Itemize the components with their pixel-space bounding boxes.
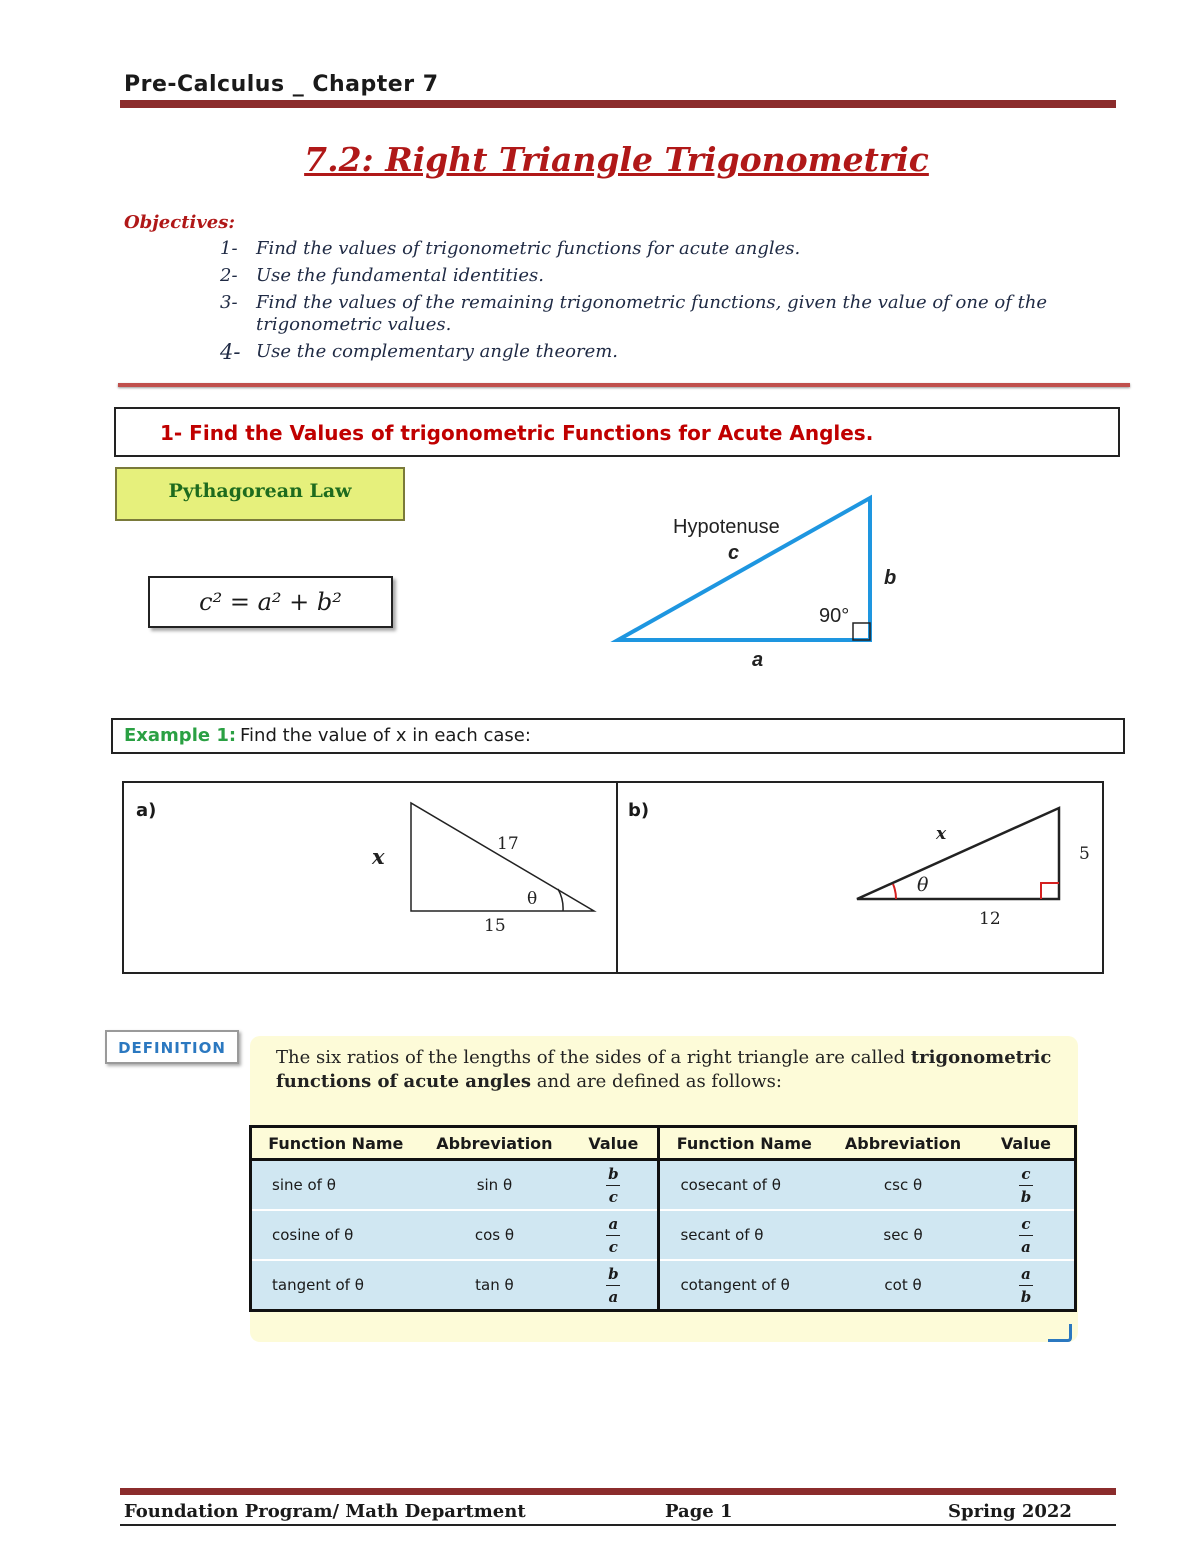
objectives-list — [220, 238, 1120, 368]
objectives-heading: Objectives: — [124, 212, 236, 233]
denominator: a — [608, 1287, 619, 1306]
case-b-label: b) — [628, 800, 650, 821]
numerator: a — [608, 1214, 619, 1233]
function-name: cotangent of θ — [659, 1260, 828, 1311]
function-name: cosecant of θ — [659, 1160, 828, 1211]
function-value — [978, 1160, 1076, 1211]
triangle-a-base: 15 — [484, 916, 506, 936]
triangle-b-angle: θ — [917, 874, 929, 896]
pythagorean-formula: c² = a² + b² — [199, 588, 342, 616]
table-row — [251, 1260, 1076, 1311]
objective-item — [220, 292, 1120, 336]
corner-bracket-icon — [1048, 1324, 1072, 1342]
objective-text: Find the values of trigonometric functions for acute angles. — [256, 238, 801, 259]
right-triangle-diagram — [600, 485, 920, 675]
function-abbr: sec θ — [828, 1210, 978, 1260]
denominator: b — [1020, 1287, 1032, 1306]
example-text: Find the value of x in each case: — [240, 725, 531, 746]
triangle-a-angle: θ — [527, 889, 538, 909]
function-name: secant of θ — [659, 1210, 828, 1260]
numerator: c — [1021, 1214, 1031, 1233]
footer-term: Spring 2022 — [948, 1501, 1072, 1522]
function-name: sine of θ — [251, 1160, 420, 1211]
numerator: b — [608, 1264, 619, 1283]
footer-underline — [120, 1524, 1116, 1526]
column-header: Function Name — [251, 1127, 420, 1160]
function-value — [978, 1260, 1076, 1311]
table-row — [251, 1210, 1076, 1260]
function-name: cosine of θ — [251, 1210, 420, 1260]
angle-90-label: 90° — [819, 605, 850, 627]
objective-number: 1- — [220, 238, 238, 259]
objective-item — [220, 265, 1120, 287]
column-header: Value — [978, 1127, 1076, 1160]
table-header-row — [251, 1127, 1076, 1160]
numerator: b — [608, 1164, 619, 1183]
objective-number: 2- — [220, 265, 238, 286]
course-header: Pre-Calculus _ Chapter 7 — [124, 72, 439, 97]
function-value — [569, 1260, 659, 1311]
right-angle-marker — [853, 623, 870, 640]
triangle-b — [845, 800, 1100, 940]
example-label: Example 1: — [124, 725, 237, 746]
header-rule — [120, 100, 1116, 108]
function-abbr: cot θ — [828, 1260, 978, 1311]
triangle-a — [360, 795, 610, 945]
footer-page-number: Page 1 — [665, 1501, 733, 1522]
footer-department: Foundation Program/ Math Department — [124, 1501, 526, 1522]
pythagorean-label: Pythagorean Law — [168, 480, 352, 502]
function-abbr: cos θ — [420, 1210, 570, 1260]
objective-number: 4- — [220, 340, 241, 364]
objective-item — [220, 238, 1120, 260]
column-header: Function Name — [659, 1127, 828, 1160]
denominator: c — [608, 1187, 618, 1206]
function-abbr: sin θ — [420, 1160, 570, 1211]
angle-arc — [893, 884, 896, 899]
denominator: c — [608, 1237, 618, 1256]
definition-term: trigonometric functions of acute angles — [276, 1047, 1052, 1092]
hypotenuse-label: Hypotenuse — [673, 516, 780, 538]
definition-paragraph — [276, 1046, 1066, 1094]
definition-text: The six ratios of the lengths of the sides of a right triangle are called — [276, 1047, 911, 1068]
hypotenuse-var: c — [728, 542, 740, 564]
numerator: c — [1021, 1164, 1031, 1183]
denominator: a — [1021, 1237, 1031, 1256]
footer-rule — [120, 1488, 1116, 1495]
objective-item — [220, 341, 1120, 363]
example-grid-divider — [616, 781, 618, 974]
definition-tag: DEFINITION — [118, 1039, 226, 1057]
column-header: Value — [569, 1127, 659, 1160]
function-value — [569, 1210, 659, 1260]
triangle-a-shape — [411, 803, 594, 911]
triangle-a-hyp: 17 — [497, 834, 519, 854]
column-header: Abbreviation — [828, 1127, 978, 1160]
table-row — [251, 1160, 1076, 1211]
triangle-b-shape — [857, 808, 1059, 899]
section-title: 1- Find the Values of trigonometric Functions for Acute Angles. — [160, 421, 874, 445]
triangle-b-x: x — [936, 824, 947, 844]
objectives-separator — [118, 383, 1130, 387]
denominator: b — [1020, 1187, 1032, 1206]
function-value — [978, 1210, 1076, 1260]
function-abbr: tan θ — [420, 1260, 570, 1311]
objective-text: Find the values of the remaining trigonometric functions, given the value of one of the trigonometric values. — [256, 292, 1048, 335]
trig-functions-table — [249, 1125, 1077, 1312]
column-header: Abbreviation — [420, 1127, 570, 1160]
function-value — [569, 1160, 659, 1211]
objective-text: Use the complementary angle theorem. — [256, 341, 619, 362]
function-abbr: csc θ — [828, 1160, 978, 1211]
definition-text: and are defined as follows: — [531, 1071, 782, 1092]
triangle-b-side: 5 — [1079, 844, 1090, 864]
page-title: 7.2: Right Triangle Trigonometric — [304, 140, 929, 179]
side-b-label: b — [884, 567, 897, 589]
triangle-b-base: 12 — [979, 909, 1001, 929]
function-name: tangent of θ — [251, 1260, 420, 1311]
triangle-a-x: x — [372, 844, 385, 869]
objective-number: 3- — [220, 292, 238, 313]
numerator: a — [1021, 1264, 1031, 1283]
case-a-label: a) — [136, 800, 157, 821]
right-angle-marker — [1041, 883, 1059, 899]
side-a-label: a — [752, 649, 764, 671]
objective-text: Use the fundamental identities. — [256, 265, 544, 286]
